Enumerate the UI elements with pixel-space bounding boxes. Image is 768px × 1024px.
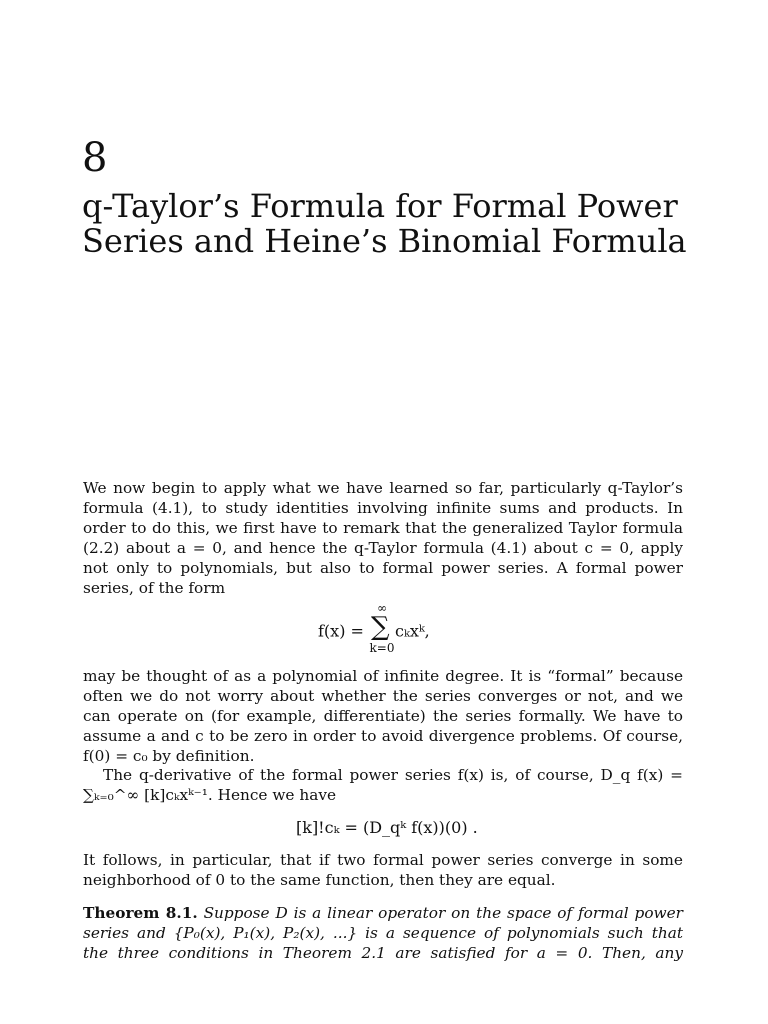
theorem-text: Suppose D is a linear operator on the space of formal power <box>203 904 683 922</box>
text-line: f(0) = c₀ by definition. <box>83 747 255 765</box>
text-line: formula (4.1), to study identities involving infinite sums and products. In <box>83 499 683 517</box>
paragraph-intro <box>83 478 683 598</box>
theorem-8-1 <box>83 903 683 963</box>
chapter-number: 8 <box>82 135 108 181</box>
theorem-label: Theorem 8.1. <box>83 904 198 922</box>
text-line: It follows, in particular, that if two formal power series converge in some <box>83 851 683 869</box>
text-line: may be thought of as a polynomial of infinite degree. It is “formal” because <box>83 667 683 685</box>
equation-lhs: f(x) = <box>318 621 370 641</box>
theorem-line <box>83 903 683 923</box>
equation-coefficient: [k]!cₖ = (D_qᵏ f(x))(0) . <box>296 818 478 837</box>
chapter-title <box>82 189 722 259</box>
sum-lower-limit: k=0 <box>369 641 395 655</box>
paragraph-formal <box>83 666 683 766</box>
text-line: (2.2) about a = 0, and hence the q-Taylor formula (4.1) about c = 0, apply <box>83 539 683 557</box>
text-line: ∑ₖ₌₀^∞ [k]cₖxᵏ⁻¹. Hence we have <box>83 786 337 804</box>
equation-power-series <box>318 601 430 655</box>
chapter-title-line: Series and Heine’s Binomial Formula <box>82 222 687 260</box>
text-line: The q-derivative of the formal power series f(x) is, of course, D_q f(x) = <box>103 766 683 784</box>
theorem-line: the three conditions in Theorem 2.1 are satisfied for a = 0. Then, any <box>83 944 683 962</box>
paragraph-uniqueness <box>83 850 683 890</box>
text-line: assume a and c to be zero in order to avoid divergence problems. Of course, <box>83 727 683 745</box>
text-line: not only to polynomials, but also to formal power series. A formal power <box>83 559 683 577</box>
summation-symbol: ∞ ∑ k=0 <box>369 601 395 655</box>
chapter-title-line: q-Taylor’s Formula for Formal Power <box>82 187 678 225</box>
text-line: series, of the form <box>83 579 226 597</box>
text-line: order to do this, we first have to remark that the generalized Taylor formula <box>83 519 683 537</box>
text-line: often we do not worry about whether the series converges or not, and we <box>83 687 683 705</box>
theorem-line: series and {P₀(x), P₁(x), P₂(x), ...} is a sequence of polynomials such that <box>83 924 683 942</box>
text-line: can operate on (for example, differentiate) the series formally. We have to <box>83 707 683 725</box>
paragraph-derivative <box>83 765 683 805</box>
equation-rhs: cₖxᵏ, <box>395 621 430 641</box>
text-line: neighborhood of 0 to the same function, then they are equal. <box>83 871 556 889</box>
sum-upper-limit: ∞ <box>377 601 388 615</box>
text-line: We now begin to apply what we have learned so far, particularly q-Taylor’s <box>83 479 683 497</box>
